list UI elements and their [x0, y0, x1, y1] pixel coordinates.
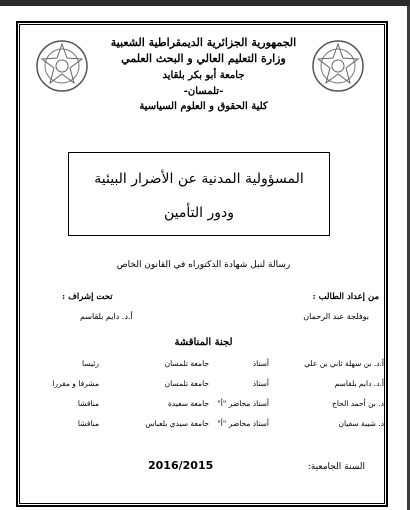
city-heading: -تلمسان-: [183, 86, 224, 97]
ministry-heading: وزارة التعليم العالي و البحث العلمي: [121, 52, 286, 65]
thesis-title-line-2: ودور التأمين: [164, 205, 234, 221]
thesis-title-box: [68, 152, 330, 236]
member-role: مناقشا: [77, 399, 99, 408]
document-page: [0, 6, 407, 510]
prepared-by-label: من إعداد الطالب :: [312, 292, 379, 302]
member-rank: أستاذ محاضر "أ": [217, 419, 269, 428]
member-role: رئيسا: [82, 359, 99, 368]
committee-row: [0, 399, 407, 411]
member-name: د. شيبة سفيان: [338, 419, 384, 428]
member-rank: أستاذ محاضر "أ": [217, 399, 269, 408]
member-rank: أستاذ: [252, 359, 269, 368]
member-role: مناقشا: [77, 419, 99, 428]
member-role: مشرفا و مقررا: [52, 379, 99, 388]
member-university: جامعة تلمسان: [164, 379, 209, 388]
committee-row: [0, 419, 407, 431]
member-rank: أستاذ: [252, 379, 269, 388]
republic-heading: الجمهورية الجزائرية الديمقراطية الشعبية: [110, 36, 297, 49]
member-university: جامعة تلمسان: [164, 359, 209, 368]
thesis-title-line-1: المسؤولية المدنية عن الأضرار البيئية: [94, 171, 304, 187]
committee-row: [0, 359, 407, 371]
academic-year-value: 2016/2015: [148, 459, 214, 472]
supervisor-label: تحت إشراف :: [62, 292, 113, 302]
academic-year-label: السنة الجامعية:: [307, 462, 365, 472]
committee-row: [0, 379, 407, 391]
member-name: أ.د. بن سهلة ثاني بن علي: [304, 359, 384, 368]
member-name: أ.د. دايم بلقاسم: [334, 379, 384, 388]
supervisor-name: أ.د. دايم بلقاسم: [80, 312, 133, 321]
faculty-heading: كلية الحقوق و العلوم السياسية: [139, 101, 268, 112]
thesis-subtitle: رسالة لنيل شهادة الدكتوراه في القانون الخاص: [116, 260, 291, 270]
university-heading: جامعة أبو بكر بلقايد: [162, 70, 245, 81]
member-name: د. بن أحمد الحاج: [331, 399, 384, 408]
member-university: جامعة سيدي بلعباس: [145, 419, 209, 428]
committee-title: لجنة المناقشة: [174, 337, 233, 348]
student-name: بوفلجة عبد الرحمان: [303, 312, 369, 321]
member-university: جامعة سعيدة: [168, 399, 209, 408]
